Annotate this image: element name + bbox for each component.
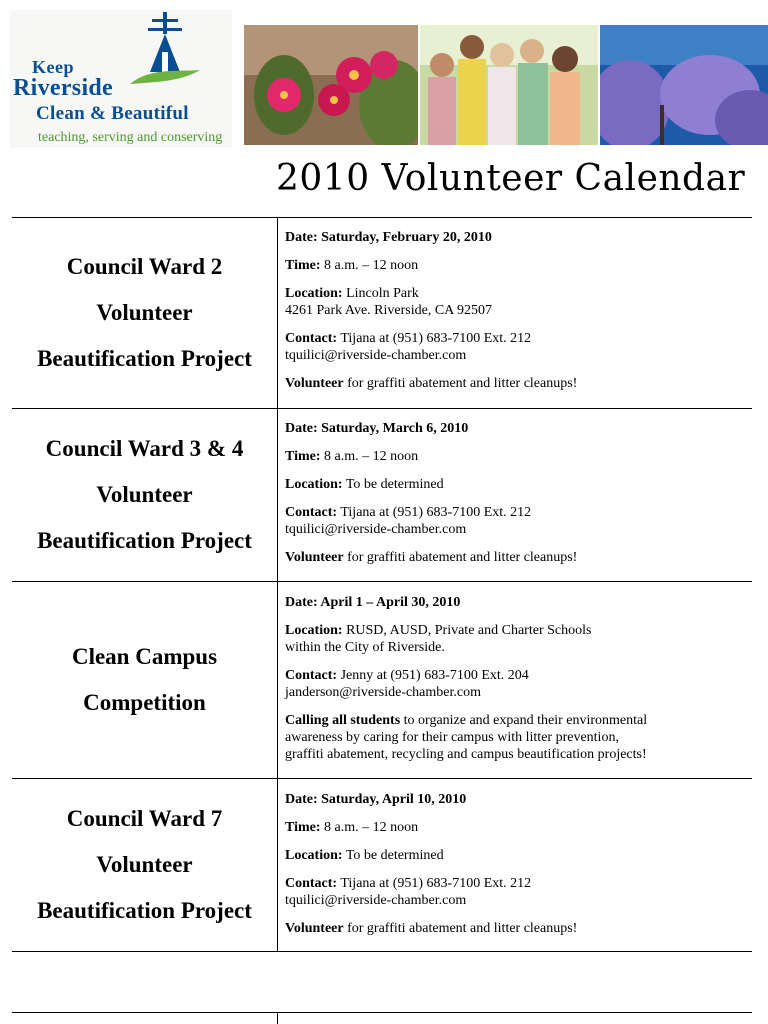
note-text: graffiti abatement, recycling and campus beautification projects! (285, 747, 647, 762)
time-label: Time: (285, 449, 321, 464)
contact-label: Contact: (285, 876, 338, 891)
time-value: 8 a.m. – 12 noon (324, 258, 419, 273)
event-heading (12, 779, 277, 951)
contact-email: tquilici@riverside-chamber.com (285, 522, 467, 537)
note-lead: Volunteer (285, 550, 344, 565)
event-heading-line: Beautification Project (37, 898, 252, 923)
location-value: To be determined (345, 848, 444, 863)
event-date: Date: Saturday, April 10, 2010 (285, 792, 467, 807)
event-heading-line: Volunteer (96, 482, 193, 507)
table-column-divider (277, 217, 278, 951)
event-heading-line: Beautification Project (37, 528, 252, 553)
contact-email: tquilici@riverside-chamber.com (285, 348, 467, 363)
event-details (285, 229, 745, 403)
note-lead: Volunteer (285, 921, 344, 936)
event-details (285, 420, 745, 577)
contact-label: Contact: (285, 331, 338, 346)
event-date: Date: April 1 – April 30, 2010 (285, 595, 461, 610)
note-lead: Volunteer (285, 376, 344, 391)
time-label: Time: (285, 820, 321, 835)
children-photo (420, 25, 598, 145)
event-heading-line: Volunteer (96, 852, 193, 877)
contact-label: Contact: (285, 668, 338, 683)
location-address: 4261 Park Ave. Riverside, CA 92507 (285, 303, 493, 318)
steeple-icon (130, 12, 200, 92)
note-text: for graffiti abatement and litter cleanups! (347, 376, 578, 391)
time-label: Time: (285, 258, 321, 273)
location-value: RUSD, AUSD, Private and Charter Schools (346, 623, 592, 638)
event-details (285, 594, 745, 774)
note-text: for graffiti abatement and litter cleanups! (347, 921, 578, 936)
event-date: Date: Saturday, February 20, 2010 (285, 230, 492, 245)
note-lead: Calling all students (285, 713, 401, 728)
event-heading-line: Beautification Project (37, 346, 252, 371)
event-heading (12, 582, 277, 778)
logo-line-clean-beautiful: Clean & Beautiful (36, 103, 189, 124)
table-rule (12, 951, 752, 952)
note-text: to organize and expand their environmental (403, 713, 648, 728)
time-value: 8 a.m. – 12 noon (324, 449, 419, 464)
location-label: Location: (285, 477, 343, 492)
time-value: 8 a.m. – 12 noon (324, 820, 419, 835)
note-text: for graffiti abatement and litter cleanups! (347, 550, 578, 565)
event-date: Date: Saturday, March 6, 2010 (285, 421, 469, 436)
location-label: Location: (285, 623, 343, 638)
location-value: Lincoln Park (346, 286, 419, 301)
flowers-photo (244, 25, 418, 145)
event-details (285, 791, 745, 948)
event-heading-line: Volunteer (96, 300, 193, 325)
logo-line-riverside: Riverside (13, 75, 114, 101)
event-heading (12, 218, 277, 408)
note-text: awareness by caring for their campus with litter prevention, (285, 730, 619, 745)
contact-label: Contact: (285, 505, 338, 520)
contact-value: Tijana at (951) 683-7100 Ext. 212 (340, 505, 532, 520)
logo-tagline: teaching, serving and conserving (38, 130, 223, 145)
event-heading-line: Council Ward 7 (66, 806, 223, 831)
event-heading (12, 409, 277, 581)
event-heading-line: Clean Campus (71, 644, 218, 669)
table-rule (12, 1012, 752, 1013)
location-value: To be determined (345, 477, 444, 492)
event-heading-line: Council Ward 2 (66, 254, 223, 279)
event-heading-line: Council Ward 3 & 4 (45, 436, 244, 461)
contact-email: janderson@riverside-chamber.com (285, 685, 481, 700)
organization-logo (10, 10, 232, 148)
jacaranda-photo (600, 25, 768, 145)
location-label: Location: (285, 848, 343, 863)
event-heading-line: Competition (83, 690, 206, 715)
contact-value: Tijana at (951) 683-7100 Ext. 212 (340, 331, 532, 346)
table-column-divider (277, 1012, 278, 1024)
location-address: within the City of Riverside. (285, 640, 445, 655)
contact-email: tquilici@riverside-chamber.com (285, 893, 467, 908)
logo-line-keep: Keep (32, 57, 74, 77)
location-label: Location: (285, 286, 343, 301)
contact-value: Jenny at (951) 683-7100 Ext. 204 (340, 668, 529, 683)
page-title: 2010 Volunteer Calendar (276, 158, 746, 199)
contact-value: Tijana at (951) 683-7100 Ext. 212 (340, 876, 532, 891)
